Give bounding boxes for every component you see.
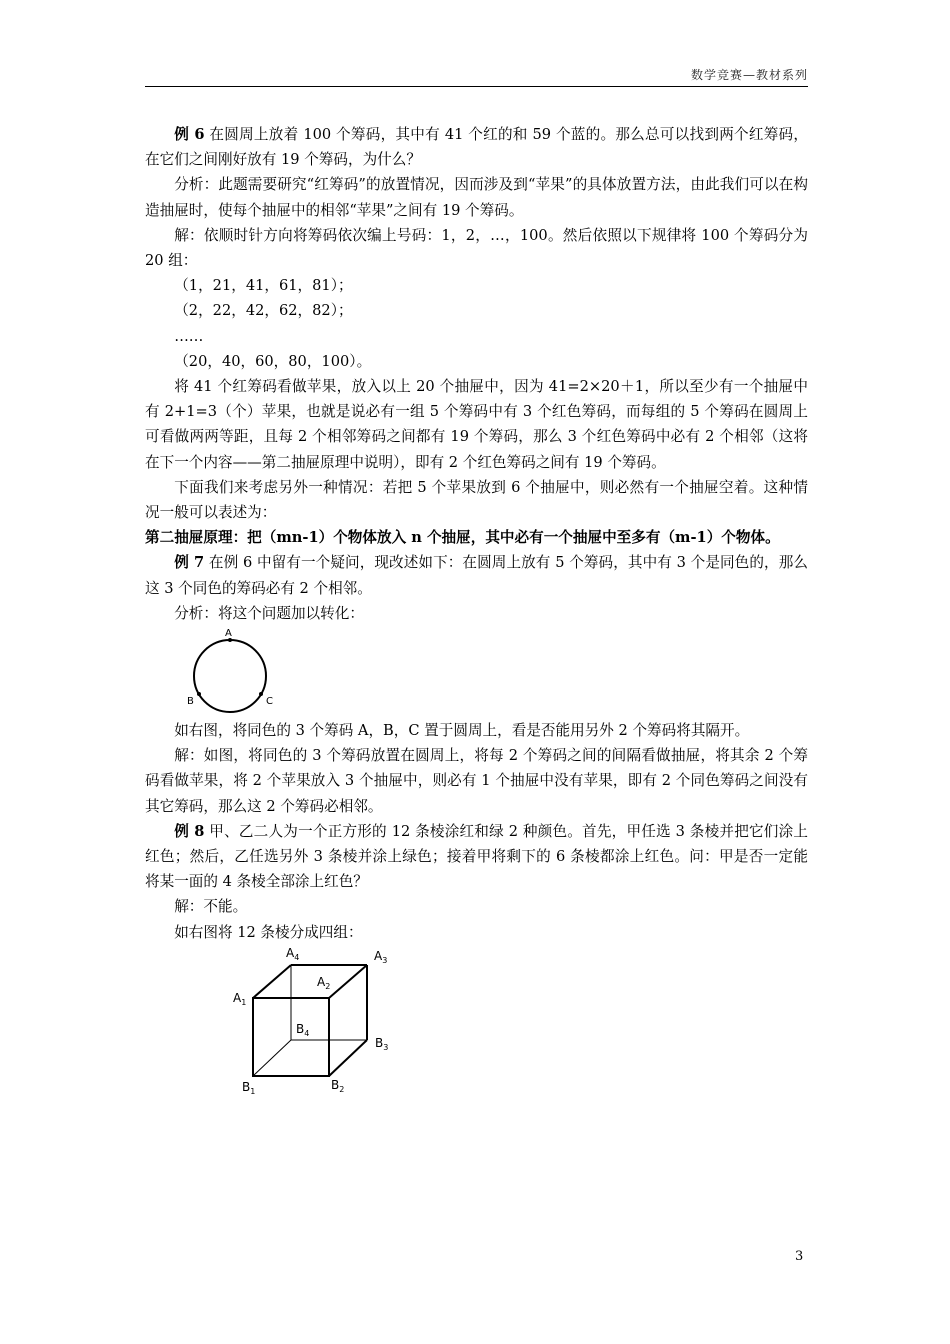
- ex6-reasoning: 将 41 个红筹码看做苹果，放入以上 20 个抽屉中，因为 41=2×20＋1，所以至少有一个抽屉中有 2+1=3（个）苹果，也就是说必有一组 5 个筹码中有 3 个红色筹码，而每组的 5 个筹码在圆周上可看做两两等距，且每 2 个相邻筹码之间都有 19 个筹码，那么 3 个红色筹码中必有 2 个相邻（这将在下一个内容——第二抽屉原理中说明），即有 2 个红色筹码之间有 19 个筹码。: [145, 378, 808, 471]
- ex6-solution: 解：依顺时针方向将筹码依次编上号码：1，2，…，100。然后依照以下规律将 100 个筹码分为 20 组：: [145, 226, 808, 270]
- ex8-problem-text: 甲、乙二人为一个正方形的 12 条棱涂红和绿 2 种颜色。首先，甲任选 3 条棱并把它们涂上红色；然后，乙任选另外 3 条棱并涂上绿色；接着甲将剩下的 6 条棱都涂上红色。问：甲是否一定能将某一面的 4 条棱全部涂上红色？: [145, 822, 808, 891]
- chip-c-dot: [259, 692, 263, 696]
- ex7-solution: 解：如图，将同色的 3 个筹码放置在圆周上，将每 2 个筹码之间的间隔看做抽屉，将其余 2 个筹码看做苹果，将 2 个苹果放入 3 个抽屉中，则必有 1 个抽屉中没有苹果，即有 2 个同色筹码之间没有其它筹码，那么这 2 个筹码必相邻。: [145, 747, 808, 815]
- ex8-figure-note: 如右图将 12 条棱分成四组：: [174, 923, 363, 941]
- cube-figure: [145, 945, 808, 1095]
- page-number: 3: [795, 1249, 804, 1264]
- ex7-problem-text: 在例 6 中留有一个疑问，现改述如下：在圆周上放有 5 个筹码，其中有 3 个是同色的，那么这 3 个同色的筹码必有 2 个相邻。: [145, 554, 808, 597]
- circle-figure: [145, 626, 808, 718]
- edge-a1-a4: [253, 965, 291, 998]
- chip-b-dot: [197, 692, 201, 696]
- cube-hidden-edges: [253, 965, 367, 1076]
- second-drawer-principle: 第二抽屉原理：把（mn-1）个物体放入 n 个抽屉，其中必有一个抽屉中至多有（m-1）个物体。: [145, 529, 780, 547]
- edge-a2-a3: [329, 965, 367, 998]
- edge-b1-b4: [253, 1040, 291, 1076]
- page-content: [145, 122, 808, 1095]
- ex6-problem: [145, 122, 808, 172]
- chip-circle: [194, 640, 266, 712]
- edge-b2-b3: [329, 1040, 367, 1076]
- label-a3: $A_3$: [374, 948, 388, 965]
- ex8-label: 例 8: [174, 822, 205, 840]
- ex8-solution: 解：不能。: [174, 898, 248, 916]
- label-a4: $A_4$: [286, 945, 300, 962]
- ex6-label: 例 6: [174, 126, 205, 143]
- ex8-problem: [145, 819, 808, 895]
- label-a: A: [225, 628, 232, 640]
- ex6-group-ellipsis: ……: [174, 327, 204, 345]
- ex6-group-2: （2，22，42，62，82）；: [174, 302, 353, 320]
- label-b4: $B_4$: [296, 1021, 310, 1038]
- ex7-label: 例 7: [174, 554, 205, 572]
- ex6-analysis: 分析：此题需要研究“红筹码”的放置情况，因而涉及到“苹果”的具体放置方法，由此我们可以在构造抽屉时，使每个抽屉中的相邻“苹果”之间有 19 个筹码。: [145, 176, 808, 219]
- label-b: B: [187, 696, 194, 708]
- cube-diagram: [145, 945, 808, 1095]
- label-c: C: [266, 696, 273, 708]
- label-a2: $A_2$: [317, 974, 331, 991]
- ex6-problem-text: 在圆周上放着 100 个筹码，其中有 41 个红的和 59 个蓝的。那么总可以找到两个红筹码，在它们之间刚好放有 19 个筹码，为什么？: [145, 126, 808, 169]
- label-b3: $B_3$: [375, 1035, 389, 1052]
- ex7-figure-note: 如右图，将同色的 3 个筹码 A，B，C 置于圆周上，看是否能用另外 2 个筹码将其隔开。: [174, 722, 750, 740]
- header-title: 数学竞赛—教材系列: [690, 68, 808, 82]
- circle-diagram: [145, 626, 808, 718]
- ex6-group-20: （20，40，60，80，100）。: [174, 352, 372, 370]
- label-b1: $B_1$: [242, 1079, 256, 1095]
- ex7-analysis: 分析：将这个问题加以转化：: [174, 604, 364, 622]
- page-header: [145, 64, 808, 87]
- label-b2: $B_2$: [331, 1077, 345, 1094]
- label-a1: $A_1$: [233, 990, 247, 1007]
- ex6-group-1: （1，21，41，61，81）；: [174, 277, 353, 295]
- ex6-transition: 下面我们来考虑另外一种情况：若把 5 个苹果放到 6 个抽屉中，则必然有一个抽屉空着。这种情况一般可以表述为：: [145, 478, 808, 522]
- ex7-problem: [145, 550, 808, 600]
